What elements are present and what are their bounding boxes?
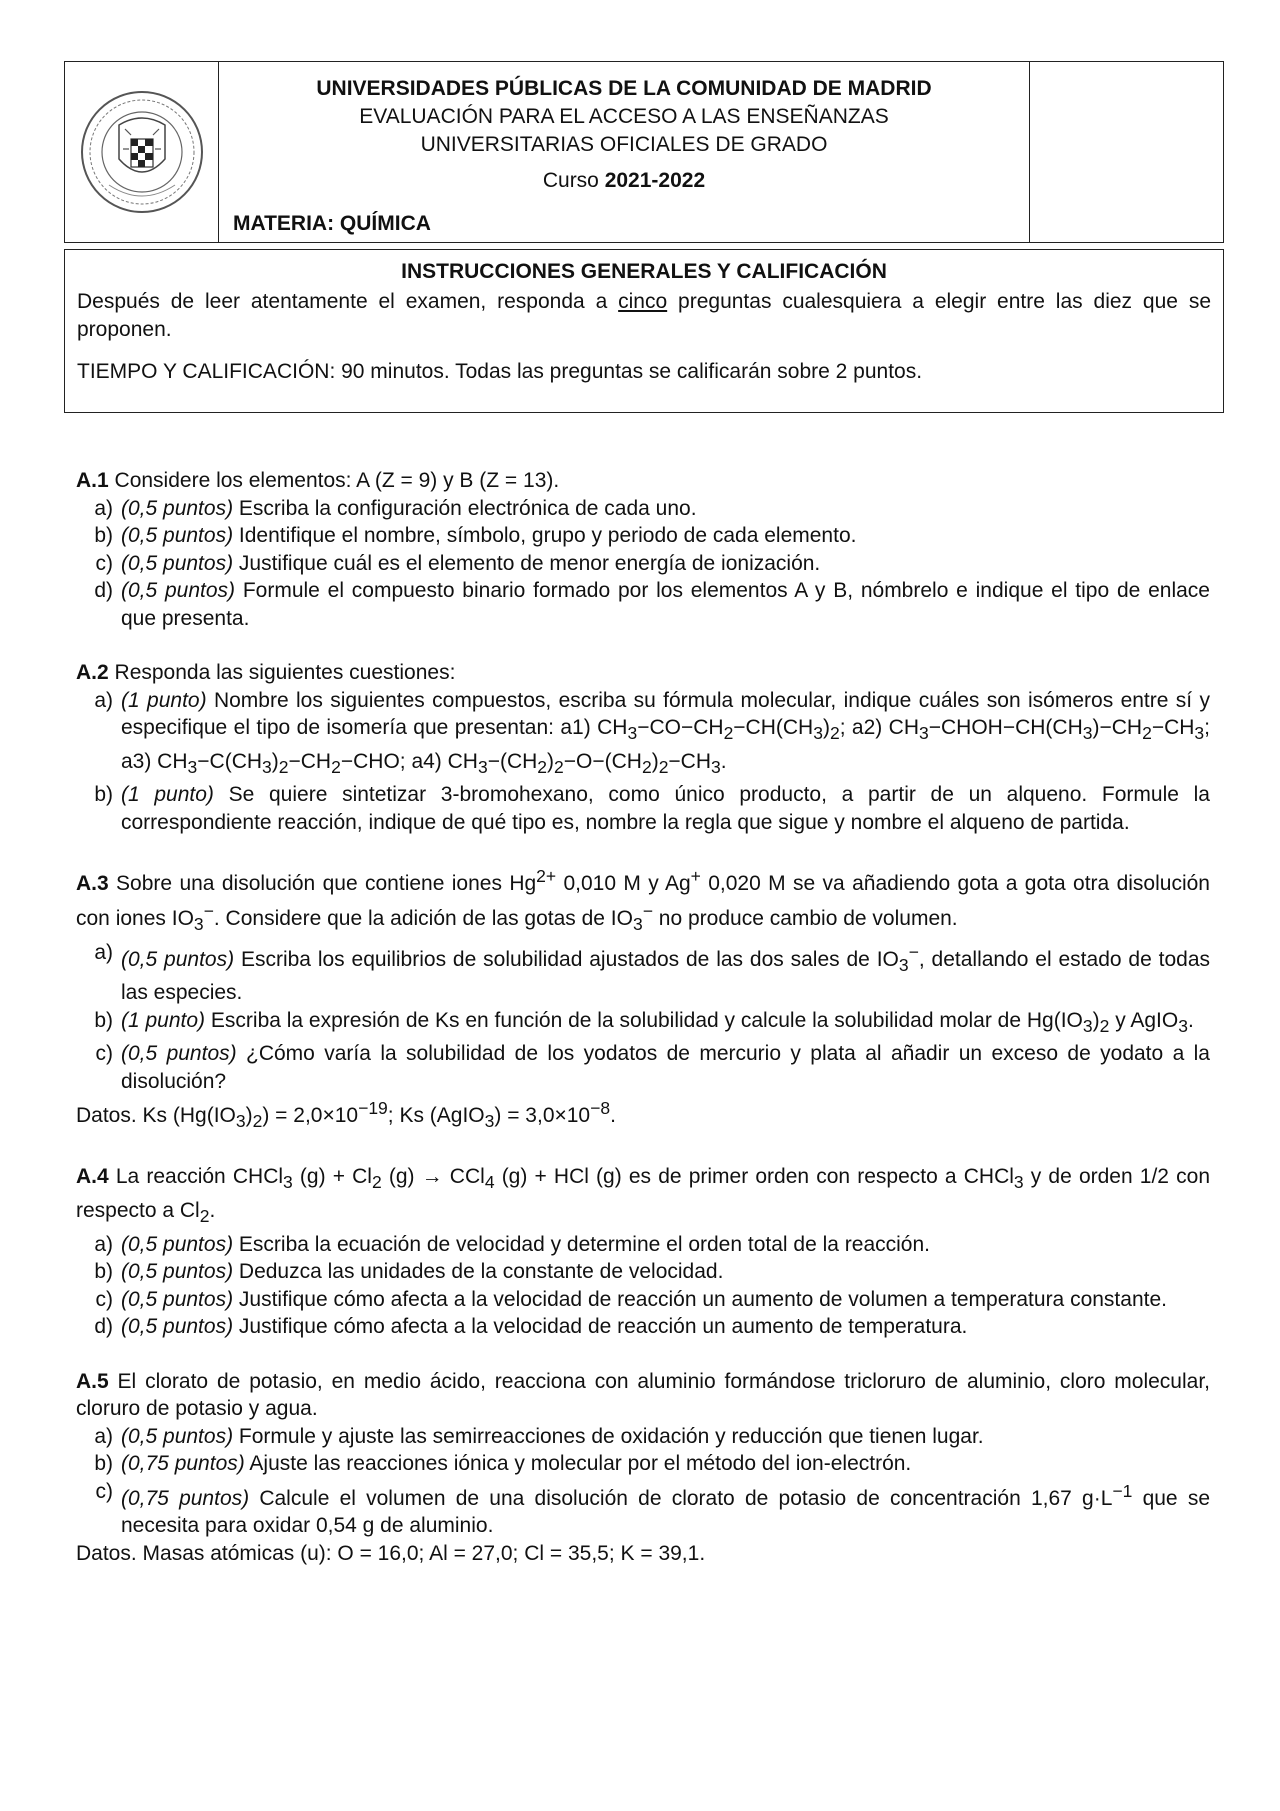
item-points: (1 punto) [121,783,214,807]
item-body: Ajuste las reacciones iónica y molecular por el método del ion-electrón. [244,1452,912,1475]
course-label: Curso [542,169,605,192]
item-label: b) [94,1260,113,1283]
item-label: d) [94,579,113,602]
item-label: b) [94,783,113,807]
question-item [76,1286,1210,1314]
item-body: Justifique cómo afecta a la velocidad de reacción un aumento de volumen a temperatura constante. [233,1287,1167,1311]
question-item [76,1478,1210,1540]
item-points: (0,5 puntos) [121,496,234,520]
item-label: a) [94,688,113,712]
item-body: Justifique cuál es el elemento de menor energía de ionización. [233,551,821,575]
item-body: Escriba la configuración electrónica de cada uno. [233,496,697,520]
question-item [76,781,1210,836]
item-text [121,1423,1210,1451]
item-label: b) [94,1452,113,1475]
item-body: Nombre los siguientes compuestos, escriba su fórmula molecular, indique cuáles son isómeros entre sí y especifique el tipo de isomería que presentan: a1) CH [121,688,1210,739]
item-body: Escriba la ecuación de velocidad y determine el orden total de la reacción. [233,1232,930,1256]
item-points: (0,5 puntos) [121,1260,234,1283]
item-text: (0,5 puntos) Escriba los equilibrios de solubilidad ajustados de las dos sales de $IO_3^-$, detallando el estado de todas las especies. [121,941,1210,1005]
question-item [76,550,1210,578]
item-label: b) [94,524,113,547]
question-item [76,1313,1210,1341]
item-points: (0,5 puntos) [121,1287,234,1311]
item-text [121,1258,1210,1286]
instructions-paragraph-1 [77,288,1211,344]
item-text: (1 punto) Nombre los siguientes compuestos, escriba su fórmula molecular, indique cuáles son isómeros entre sí y especifique el tipo de isomería que presentan: a1) $CH_3-CO-CH_2-CH(CH_3)_2$; a2) $CH_3-CHOH-CH(CH_3)-CH_2-CH_3$; a3) $CH_3-C(CH_3)_2-CH_2-CHO$; a4) $CH_3-(CH_2)_2-O-(CH_2)_2-CH_3$. [121,688,1210,777]
item-label: c) [95,1479,113,1503]
instructions-paragraph-2: TIEMPO Y CALIFICACIÓN: 90 minutos. Todas las preguntas se calificarán sobre 2 puntos. [77,360,923,383]
question-item [76,1258,1210,1286]
question-id: A.2 [76,661,109,684]
question-item [76,577,1210,632]
item-points: (0,75 puntos) [121,1452,245,1475]
item-text [121,1040,1210,1095]
question-head: A.4 La reacción CHCl$_3$ $(g) + Cl_2$ (g) → CCl$_4$ (g) + HCl (g) es de primer orden con respecto a CHCl$_3$ y de orden 1/2 con respecto a $Cl_2$. [76,1165,1210,1226]
item-body: Calcule el volumen de una disolución de clorato de potasio de concentración 1,67 g·L [249,1486,1113,1510]
question-intro: El clorato de potasio, en medio ácido, reacciona con aluminio formándose tricloruro de aluminio, cloro molecular, cloruro de potasio y agua. [76,1369,1210,1420]
item-points: (0,5 puntos) [121,1042,237,1066]
item-points: (0,75 puntos) [121,1486,250,1510]
question-item [76,1423,1210,1451]
superscript: −1 [1112,1480,1133,1501]
item-body: ¿Cómo varía la solubilidad de los yodatos de mercurio y plata al añadir un exceso de yodato a la disolución? [121,1042,1210,1093]
item-points: (0,5 puntos) [121,947,235,971]
question-id: A.3 [76,872,109,896]
item-text [121,1450,1210,1478]
item-text [121,1231,1210,1259]
item-label: c) [95,551,113,575]
item-points: (0,5 puntos) [121,1315,234,1338]
question-item [76,522,1210,550]
item-text [121,550,1210,578]
header-title-cell [219,62,1030,242]
item-body: que se necesita para oxidar 0,54 g de aluminio. [121,1486,1210,1537]
question-id: A.4 [76,1165,109,1189]
item-text [121,522,1210,550]
question-intro: Responda las siguientes cuestiones: [108,661,456,684]
question-id: A.1 [76,469,109,492]
instructions-underlined: cinco [618,290,668,313]
item-body: Identifique el nombre, símbolo, grupo y periodo de cada elemento. [233,524,857,547]
questions-list [76,467,1210,1594]
question-item [76,1040,1210,1095]
question-a3 [76,863,1210,1136]
header-line-3: UNIVERSITARIAS OFICIALES DE GRADO [420,133,828,156]
university-seal-icon [79,89,205,215]
item-text [121,781,1210,836]
question-item [76,1450,1210,1478]
item-text [121,1313,1210,1341]
item-text: (1 punto) Escriba la expresión de Ks en función de la solubilidad y calcule la solubilidad molar de $Hg(IO_3)_2$ y AgIO$_3$. [121,1008,1194,1036]
item-text [121,495,1210,523]
university-seal-cell [65,62,219,242]
question-item [76,1231,1210,1259]
item-label: a) [94,496,113,520]
question-item [76,495,1210,523]
item-body: Deduzca las unidades de la constante de velocidad. [233,1260,724,1283]
question-a1 [76,467,1210,632]
question-head: A.3 Sobre una disolución que contiene iones $Hg^{2+}$ 0,010 M y Ag+ 0,020 M se va añadiendo gota a gota otra disolución con iones $IO_3^-$. Considere que la adición de las gotas de $IO_3^-$ no produce cambio de volumen. [76,866,1210,935]
item-label: c) [95,1042,113,1066]
item-points: (1 punto) [121,688,207,712]
item-points: (0,5 puntos) [121,1232,234,1256]
question-a4 [76,1163,1210,1340]
question-a5 [76,1368,1210,1568]
header-line-2: EVALUACIÓN PARA EL ACCESO A LAS ENSEÑANZAS [359,105,889,128]
item-points: (0,5 puntos) [121,579,236,602]
item-label: b) [94,1008,113,1032]
item-text [121,577,1210,632]
question-head [76,659,1210,687]
item-points: (0,5 puntos) [121,551,234,575]
course-year [219,169,1029,193]
question-data: Datos. Ks $(Hg(IO_3)_2) = 2,0\times 10^{-19}$; Ks (AgIO$_3$) = $3,0\times 10^{-8}$. [76,1098,616,1132]
item-points: (0,5 puntos) [121,524,234,547]
item-text [121,1478,1210,1540]
question-head [76,1368,1210,1423]
item-body: Justifique cómo afecta a la velocidad de reacción un aumento de temperatura. [233,1315,968,1338]
subject-label: MATERIA: QUÍMICA [233,212,431,235]
question-intro: Considere los elementos: A (Z = 9) y B (Z = 13). [108,469,560,492]
item-label: a) [94,940,113,964]
instructions-box [64,249,1224,413]
question-a2 [76,659,1210,836]
question-head [76,467,1210,495]
item-label: c) [95,1287,113,1311]
item-points: (1 punto) [121,1008,206,1032]
item-body: Formule y ajuste las semirreacciones de oxidación y reducción que tienen lugar. [233,1424,984,1448]
instructions-text: Después de leer atentamente el examen, responda a [77,290,619,313]
header-blank-cell [1030,62,1223,242]
question-item [76,939,1210,1007]
item-label: a) [94,1424,113,1448]
item-text [121,1286,1210,1314]
item-label: a) [94,1232,113,1256]
item-body: Formule el compuesto binario formado por los elementos A y B, nómbrelo e indique el tipo de enlace que presenta. [121,579,1210,630]
item-body: Se quiere sintetizar 3-bromohexano, como único producto, a partir de un alqueno. Formule la correspondiente reacción, indique de qué tipo es, nombre la regla que sigue y nombre el alqueno de partida. [121,783,1210,834]
question-data: Datos. Masas atómicas (u): O = 16,0; Al = 27,0; Cl = 35,5; K = 39,1. [76,1541,706,1565]
instructions-text: preguntas cualesquiera a elegir entre las diez que se proponen. [77,290,1212,341]
question-id: A.5 [76,1369,109,1393]
question-item [76,1007,1210,1041]
exam-header [64,61,1224,243]
header-line-1: UNIVERSIDADES PÚBLICAS DE LA COMUNIDAD DE MADRID [316,77,932,100]
question-item [76,687,1210,782]
course-year-value: 2021-2022 [604,169,706,192]
item-label: d) [94,1315,113,1338]
instructions-title: INSTRUCCIONES GENERALES Y CALIFICACIÓN [401,260,887,283]
item-points: (0,5 puntos) [121,1424,234,1448]
